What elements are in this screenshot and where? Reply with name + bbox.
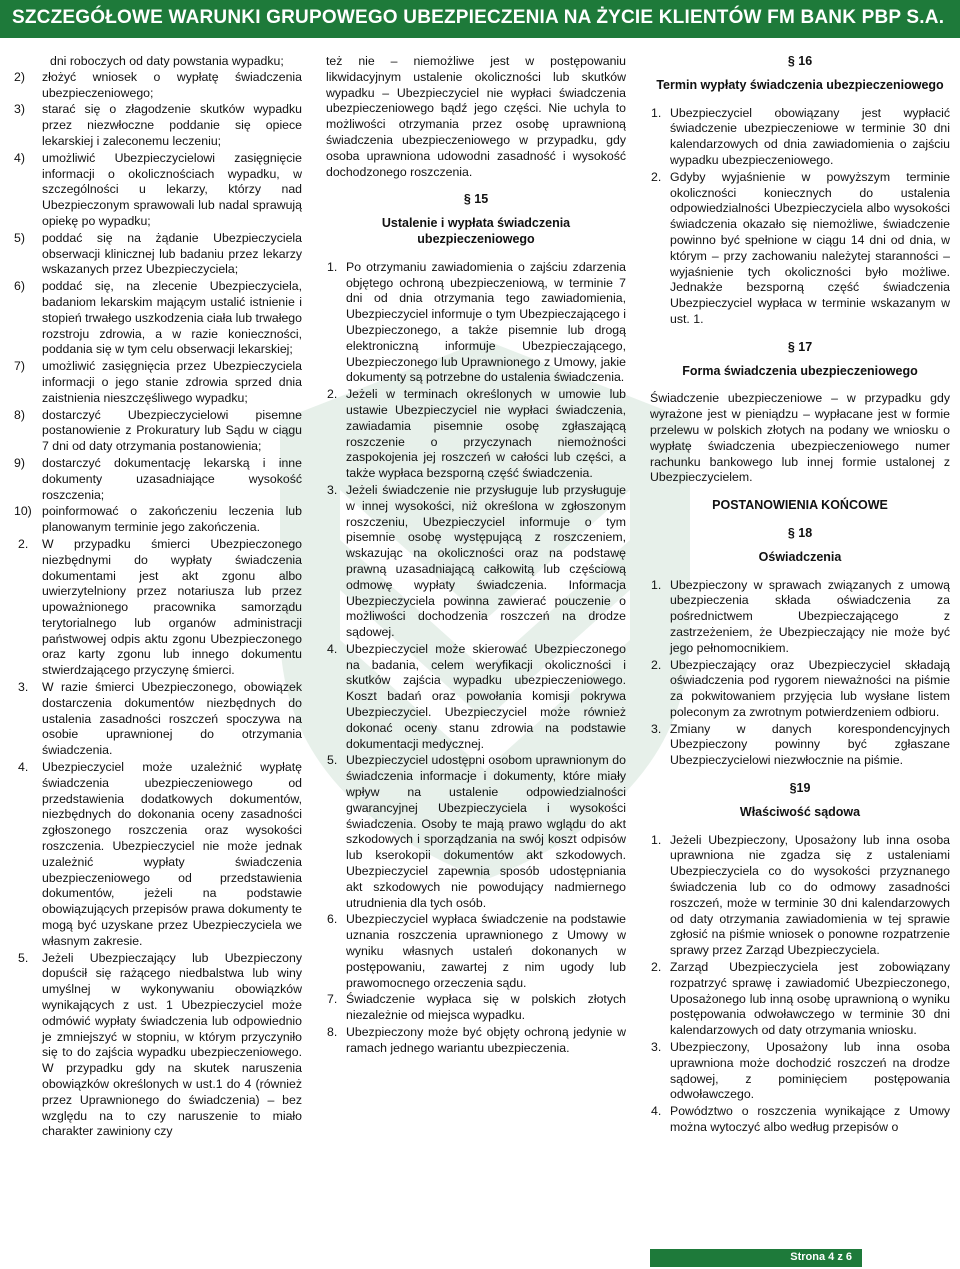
section-number: § 15: [463, 192, 489, 207]
list-item: [650, 960, 950, 1039]
item-number: 1.: [327, 259, 338, 274]
document-title: SZCZEGÓŁOWE WARUNKI GRUPOWEGO UBEZPIECZENIA NA ŻYCIE KLIENTÓW FM BANK PBP S.A.: [12, 7, 945, 28]
list-item: [14, 231, 302, 278]
list-item: [14, 70, 302, 102]
item-number: 7): [14, 359, 25, 374]
section-number: §19: [789, 781, 811, 796]
section-heading: Ustalenie i wypłata świadczenia ubezpieczeniowego: [381, 216, 571, 246]
continued-paragraph: też nie – niemożliwe jest w postępowaniu likwidacyjnym ustalenie okoliczności lub skutków wypadku – Ubezpieczyciel nie wypłaci świadczenia ubezpieczeniowego bądź jego części. Nie uchyla to możliwości otrzymania przez osobę uprawnioną świadczenia ubezpieczeniowego w przypadku, gdy osoba uprawniona udowodni zasadność i wysokość dochodzonego roszczenia.: [326, 54, 626, 179]
page-footer: [650, 1249, 862, 1267]
list-item: [650, 1104, 950, 1136]
section-heading: Forma świadczenia ubezpieczeniowego: [682, 363, 918, 378]
item-number: 10): [14, 504, 32, 519]
item-number: 2): [14, 69, 25, 84]
item-number: 1.: [651, 832, 662, 847]
column-right: [650, 54, 950, 1137]
item-text: Ubezpieczający oraz Ubezpieczyciel składają oświadczenia pod rygorem nieważności na piśmie za pokwitowaniem przyjęcia lub wysłane listem poleconym za zwrotnym potwierdzeniem odbioru.: [670, 657, 950, 719]
final-provisions-heading: POSTANOWIENIA KOŃCOWE: [712, 498, 888, 513]
section-heading: Termin wypłaty świadczenia ubezpieczeniowego: [656, 77, 944, 92]
section-heading: Właściwość sądowa: [739, 804, 861, 819]
item-number: 2.: [651, 960, 662, 975]
item-number: 2.: [651, 169, 662, 184]
item-text: Ubezpieczyciel obowiązany jest wypłacić świadczenie ubezpieczeniowe w terminie 30 dni kalendarzowych od dnia zawiadomienia o zajściu wypadku ubezpieczeniowego.: [670, 105, 950, 167]
list-item: [650, 578, 950, 657]
item-text: Gdyby wyjaśnienie w powyższym terminie okoliczności koniecznych do ustalenia odpowiedzialności Ubezpieczyciela albo wysokości świadczenia okazało się niemożliwe, świadczenie powinno być spełnione w ciągu 14 dni od dnia, w którym – przy zachowaniu należytej staranności – wyjaśnienie tych okoliczności było możliwe. Jednakże bezsporną część świadczenia Ubezpieczyciel wypłaca w terminie wskazanym w ust. 1.: [670, 169, 950, 326]
section-paragraph: Świadczenie ubezpieczeniowe – w przypadku gdy wyrażone jest w pieniądzu – wypłacane jest w formie przelewu w polskich złotych na podany we wniosku o wypłatę świadczenia ubezpieczeniowego numer rachunku bankowego lub innej formie ustalonej z Ubezpieczycielem.: [650, 391, 950, 485]
page-header: [0, 0, 960, 38]
item-text: poddać się, na zlecenie Ubezpieczyciela, badaniom lekarskim mającym ustalić istnienie i stopień trwałego uszkodzenia ciała lub trwałego rozstroju zdrowia, a w razie konieczności, poddania się w tym celu obserwacji lekarskiej;: [42, 279, 302, 357]
item-text: Świadczenie wypłaca się w polskich złotych niezależnie od miejsca wypadku.: [346, 992, 626, 1023]
list-item: [14, 151, 302, 230]
section-number: § 16: [787, 54, 813, 68]
obligations-list: [14, 70, 302, 536]
item-number: 6.: [327, 912, 338, 927]
list-item: [14, 102, 302, 149]
item-number: 4.: [327, 641, 338, 656]
item-text: Ubezpieczyciel może skierować Ubezpieczonego na badania, celem weryfikacji okoliczności i skutków zajścia wypadku ubezpieczeniowego. Koszt badań oraz powołania komisji pokrywa Ubezpieczyciel. Ubezpieczyciel może również dokonać oceny stanu zdrowia na podstawie dokumentacji medycznej.: [346, 641, 626, 751]
item-number: 6): [14, 279, 25, 294]
item-number: 4.: [651, 1104, 662, 1119]
item-text: Zmiany w danych korespondencyjnych Ubezpieczony powinny być zgłaszane Ubezpieczycielowi niezwłocznie na piśmie.: [670, 721, 950, 768]
item-text: umożliwić zasięgnięcia przez Ubezpieczyciela informacji o jego stanie zdrowia sprzed dnia zaistnienia nieszczęśliwego wypadku;: [42, 359, 302, 405]
list-item: [650, 833, 950, 959]
list-item: [14, 279, 302, 358]
list-item: [326, 1025, 626, 1057]
list-item: [326, 912, 626, 991]
item-number: 5): [14, 230, 25, 245]
numbered-list: [326, 260, 626, 1057]
numbered-list: [650, 578, 950, 770]
section-heading: Oświadczenia: [758, 549, 842, 564]
item-number: 1.: [651, 577, 662, 592]
item-text: umożliwić Ubezpieczycielowi zasięgnięcie informacji o okolicznościach wypadku, w szczególności u lekarzy, którzy nad Ubezpieczonym sprawowali lub nadal sprawują opiekę po wypadku;: [42, 150, 302, 228]
list-item: [14, 760, 302, 950]
list-item: [326, 753, 626, 911]
item-number: 1.: [651, 105, 662, 120]
list-item: [650, 170, 950, 328]
list-item: [650, 658, 950, 721]
item-number: 3.: [327, 482, 338, 497]
list-item: [326, 483, 626, 641]
list-item: [326, 992, 626, 1024]
numbered-list: [650, 833, 950, 1136]
item-number: 3): [14, 102, 25, 117]
section-number: § 17: [787, 339, 813, 354]
item-text: Jeżeli Ubezpieczony, Uposażony lub inna osoba uprawniona nie zgadza się z ustaleniami Ubezpieczyciela co do wysokości przyznanego świadczenia lub co do odmowy zasadności roszczeń, może w terminie 30 dni kalendarzowych od daty otrzymania zawiadomienia w tej sprawie zgłosić na piśmie wniosek o ponowne rozpatrzenie sprawy przez Zarząd Ubezpieczyciela.: [670, 832, 950, 958]
item-text: Ubezpieczyciel wypłaca świadczenie na podstawie uznania roszczenia uprawnionego z Umowy w wyniku własnych ustaleń dokonanych w postępowaniu, zawartej z nim ugody lub prawomocnego orzeczenia sądu.: [346, 912, 626, 990]
continued-text: dni roboczych od daty powstania wypadku;: [50, 54, 284, 68]
item-text: dostarczyć dokumentację lekarską i inne dokumenty uzasadniające wysokość roszczenia;: [42, 455, 302, 502]
item-text: Powództwo o roszczenia wynikające z Umowy można wytoczyć albo według przepisów o: [670, 1104, 950, 1135]
item-text: Ubezpieczyciel udostępni osobom uprawnionym do świadczenia informacje i dokumenty, które miały wpływ na ustalenie odpowiedzialności gwarancyjnej Ubezpieczyciela i wysokości świadczenia. Osoby te mają prawo wglądu do akt szkodowych i sporządzania na swój koszt odpisów lub kserokopii dokumentów akt szkodowych. Ubezpieczyciel zapewnia sposób udostępniania akt szkodowych nie powodujący nadmiernego utrudnienia dla tych osób.: [346, 753, 626, 910]
item-text: W razie śmierci Ubezpieczonego, obowiązek dostarczenia dokumentów niezbędnych do ustalenia zasadności roszczeń spoczywa na osobie uprawnionej do otrzymania świadczenia.: [42, 680, 302, 758]
column-middle: [326, 54, 626, 1058]
numbered-list: [650, 106, 950, 328]
item-text: Ubezpieczyciel może uzależnić wypłatę świadczenia ubezpieczeniowego od przedstawienia dodatkowych dokumentów, niezbędnych do dokonania oceny zasadności zgłoszonego roszczenia oraz wysokości roszczenia. Ubezpieczyciel nie może jednak uzależnić wypłaty świadczenia ubezpieczeniowego od przedstawienia dokumentów, jeżeli na podstawie obowiązujących przepisów prawa dokumenty te mogą być uzyskane przez Ubezpieczyciela we własnym zakresie.: [42, 760, 302, 948]
column-left: [14, 54, 302, 1141]
item-text: Ubezpieczony może być objęty ochroną jedynie w ramach jednego wariantu ubezpieczenia.: [346, 1025, 626, 1055]
item-text: dostarczyć Ubezpieczycielowi pisemne postanowienie z Prokuratury lub Sądu w ciągu 7 dni od daty otrzymania postanowienia;: [42, 407, 302, 454]
item-number: 4.: [18, 760, 29, 775]
list-item: [650, 106, 950, 169]
numbered-list: [14, 537, 302, 1140]
item-number: 2.: [651, 657, 662, 672]
item-text: złożyć wniosek o wypłatę świadczenia ubezpieczeniowego;: [42, 69, 302, 100]
list-item: [326, 642, 626, 753]
item-text: Jeżeli w terminach określonych w umowie lub ustawie Ubezpieczyciel nie wypłaci świadczenia, zawiadamia pisemnie osobę zgłaszającą roszczenie o przyczynach niemożności zaspokojenia jej roszczeń w całości lub części, a także wypłaca bezsporną część świadczenia.: [346, 387, 626, 481]
item-number: 3.: [651, 1040, 662, 1055]
item-text: Jeżeli Ubezpieczający lub Ubezpieczony dopuścił się rażącego niedbalstwa lub winy umyślnej w wykonywaniu obowiązków wynikających z ust. 1 Ubezpieczyciel może odmówić wypłaty świadczenia lub odpowiednio je zmniejszyć w stopniu, w którym przyczyniło się to do zajścia wypadku ubezpieczeniowego. W przypadku gdy na skutek naruszenia obowiązków określonych w ust.1 do 4 (również przez Uprawnionego do świadczenia) – bez względu na to czy naruszenie to miało charakter zawiniony czy: [42, 950, 302, 1139]
item-number: 9): [14, 455, 25, 470]
list-item: [650, 722, 950, 769]
item-number: 3.: [18, 680, 29, 695]
list-item: [14, 537, 302, 679]
list-item: [650, 1040, 950, 1103]
item-text: W przypadku śmierci Ubezpieczonego niezbędnymi do wypłaty świadczenia dokumentami jest akt zgonu albo uwierzytelniony przez notariusza lub przez upoważnionego pracownika samorządu terytorialnego lub organów administracji państwowej odpis aktu zgonu Ubezpieczonego oraz karty zgonu lub innego dokumentu stwierdzającego przyczynę śmierci.: [42, 536, 302, 678]
list-item: [14, 456, 302, 503]
list-item: [14, 951, 302, 1141]
item-number: 2.: [18, 536, 29, 551]
item-number: 8.: [327, 1025, 338, 1040]
item-text: Zarząd Ubezpieczyciela jest zobowiązany rozpatrzyć sprawę i zawiadomić Ubezpieczonego, Uposażonego lub inną osobę uprawnioną o wyniku postępowania odwoławczego w terminie 30 dni kalendarzowych od daty otrzymania wniosku.: [670, 960, 950, 1038]
item-number: 2.: [327, 387, 338, 402]
item-text: poinformować o zakończeniu leczenia lub planowanym terminie jego zakończenia.: [42, 504, 302, 535]
list-item: [326, 260, 626, 386]
item-text: starać się o złagodzenie skutków wypadku przez niezwłoczne poddanie się opiece lekarskiej i zaleconemu leczeniu;: [42, 102, 302, 148]
item-text: Ubezpieczony, Uposażony lub inna osoba uprawniona może dochodzić roszczeń na drodze sądowej, z pominięciem postępowania odwoławczego.: [670, 1040, 950, 1102]
list-item: [326, 387, 626, 482]
list-item: [14, 359, 302, 406]
item-text: Jeżeli świadczenie nie przysługuje lub przysługuje w innej wysokości, niż określona w zgłoszonym roszczeniu, Ubezpieczyciel informuje o tym pisemnie osobę występującą z roszczeniem, wskazując na okoliczności oraz na podstawę prawną uzasadniającą całkowitą lub częściową odmowę wypłaty świadczenia. Informacja Ubezpieczyciela powinna zawierać pouczenie o możliwości dochodzenia roszczeń na drodze sądowej.: [346, 482, 626, 640]
section-number: § 18: [787, 525, 813, 540]
item-number: 5.: [327, 753, 338, 768]
item-text: Ubezpieczony w sprawach związanych z umową ubezpieczenia składa oświadczenia za pośrednictwem Ubezpieczającego z zastrzeżeniem, że Ubezpieczający nie może być jego pełnomocnikiem.: [670, 577, 950, 655]
item-number: 7.: [327, 992, 338, 1007]
item-text: poddać się na żądanie Ubezpieczyciela obserwacji klinicznej lub badaniu przez lekarzy wskazanych przez Ubezpieczyciela;: [42, 230, 302, 277]
list-item: [14, 504, 302, 536]
item-text: Po otrzymaniu zawiadomienia o zajściu zdarzenia objętego ochroną ubezpieczeniową, w terminie 7 dni od dnia otrzymania tego zawiadomienia, Ubezpieczyciel informuje o tym Ubezpieczającego i Ubezpieczonego, a także pisemnie lub drogą elektroniczną informuje Ubezpieczającego, Ubezpieczonego lub Uprawnionego z Umowy, jakie dokumenty są potrzebne do ustalenia świadczenia.: [346, 259, 626, 385]
list-item: [14, 408, 302, 455]
list-item: [14, 680, 302, 759]
item-number: 3.: [651, 721, 662, 736]
item-number: 4): [14, 150, 25, 165]
page-number: Strona 4 z 6: [790, 1251, 852, 1263]
item-number: 5.: [18, 950, 29, 965]
item-number: 8): [14, 407, 25, 422]
